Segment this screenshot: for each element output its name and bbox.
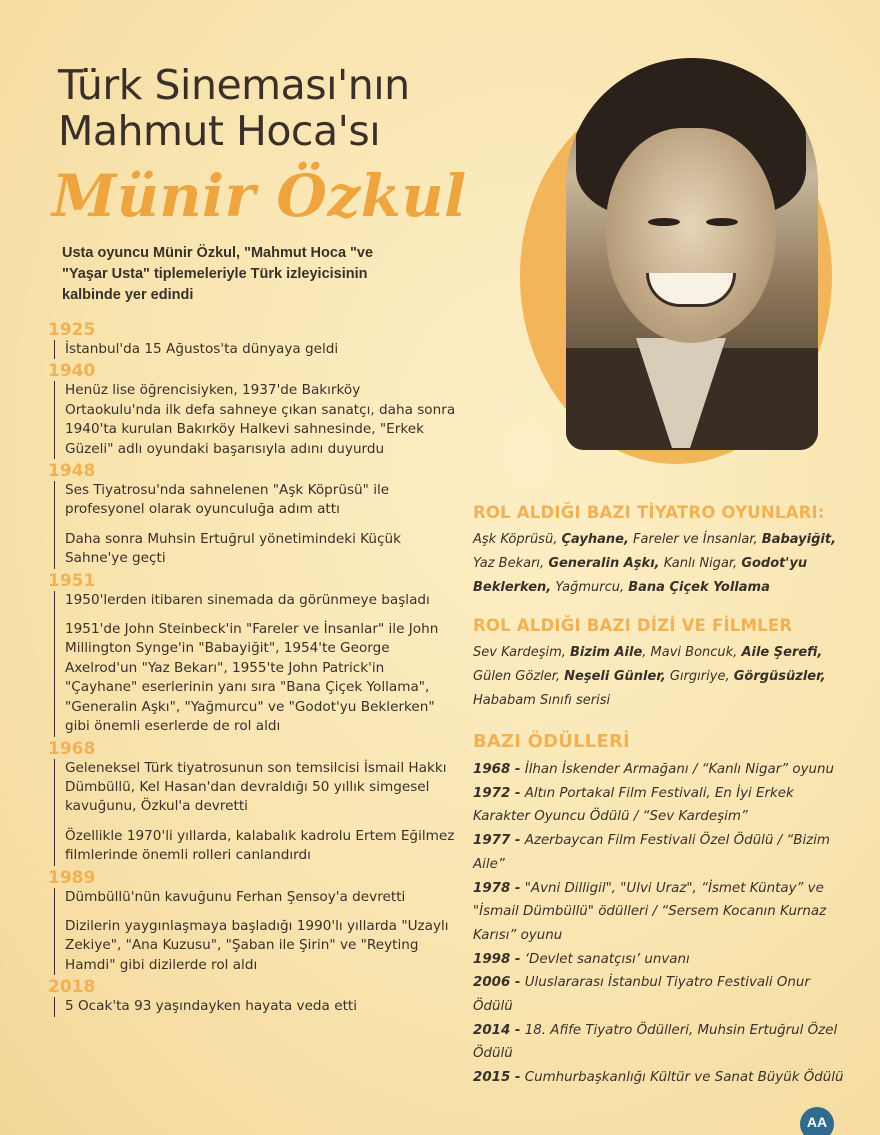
award-year: 1968 - <box>473 762 521 777</box>
title-line-1: Türk Sineması'nın <box>58 61 410 109</box>
timeline-event <box>48 868 458 976</box>
timeline-event <box>48 461 458 569</box>
right-column <box>473 503 853 1090</box>
timeline-paragraph: Özellikle 1970'li yıllarda, kalabalık kadrolu Ertem Eğilmez filmlerinde önemli rolleri canlandırdı <box>65 827 455 864</box>
timeline-paragraph: Dizilerin yaygınlaşmaya başladığı 1990'lı yıllarda "Uzaylı Zekiye", "Ana Kuzusu", "Şaban ile Şirin" ve "Reyting Hamdi" gibi dizilerde rol aldı <box>65 917 449 973</box>
timeline-year: 1948 <box>48 461 96 482</box>
award-text: "Avni Dilligil", "Ulvi Uraz", “İsmet Küntay” ve "İsmail Dümbüllü" ödülleri / “Sersem Kocanın Kurnaz Karısı” oyunu <box>473 880 827 943</box>
timeline-event <box>48 571 458 737</box>
page-title <box>58 62 410 154</box>
timeline-event-body <box>54 381 458 459</box>
award-text: Azerbaycan Film Festivali Özel Ödülü / “Bizim Aile” <box>473 833 830 872</box>
award-item <box>473 948 853 972</box>
timeline-paragraph: 1950'lerden itibaren sinemada da görünmeye başladı <box>65 591 430 608</box>
award-text: ‘Devlet sanatçısı’ unvanı <box>520 951 690 967</box>
films-item: Görgüsüzler, <box>733 669 826 684</box>
award-year: 1998 - <box>473 951 521 967</box>
portrait-photo <box>566 58 818 450</box>
award-text: İlhan İskender Armağanı / “Kanlı Nigar” oyunu <box>520 762 834 777</box>
timeline-event-body <box>54 340 458 359</box>
person-name: Münir Özkul <box>52 162 467 230</box>
films-item: Sev Kardeşim, <box>473 645 571 660</box>
timeline-event <box>48 739 458 866</box>
portrait-eye-left <box>648 218 680 226</box>
award-item <box>473 1066 853 1090</box>
timeline-paragraph: Henüz lise öğrencisiyken, 1937'de Bakırköy Ortaokulu'nda ilk defa sahneye çıkan sanatçı, daha sonra 1940'ta kurulan Bakırköy Halkevi sahnesinde, "Erkek Güzeli" adlı oyundaki başarısıyla adını duyurdu <box>65 382 456 457</box>
awards-title: BAZI ÖDÜLLERİ <box>473 731 630 752</box>
timeline-year: 1989 <box>48 867 96 888</box>
timeline <box>48 320 458 1019</box>
award-text: 18. Afife Tiyatro Ödülleri, Muhsin Ertuğrul Özel Ödülü <box>473 1022 838 1062</box>
intro-text: Usta oyuncu Münir Özkul, "Mahmut Hoca "ve "Yaşar Usta" tiplemeleriyle Türk izleyicisinin kalbinde yer edindi <box>62 245 374 303</box>
films-item: , Mavi Boncuk, <box>642 645 742 660</box>
award-year: 2006 - <box>473 975 521 991</box>
timeline-year: 1951 <box>48 570 96 591</box>
award-year: 2015 - <box>473 1070 521 1086</box>
theatre-item: Generalin Aşkı, <box>548 556 660 571</box>
timeline-event <box>48 361 458 459</box>
theatre-item: Yaz Bekarı, <box>473 556 549 571</box>
timeline-event-body <box>54 997 458 1016</box>
award-text: Cumhurbaşkanlığı Kültür ve Sanat Büyük Ödülü <box>520 1070 844 1086</box>
films-item: Gırgıriye, <box>665 669 734 684</box>
timeline-paragraph: 1951'de John Steinbeck'in "Fareler ve İnsanlar" ile John Millington Synge'in "Babayiğit", 1954'te George Axelrod'un "Yaz Bekarı", 1955'te John Patrick'in "Çayhane" eserlerinin yanı sıra "Bana Çiçek Yollama", "Generalin Aşkı", "Yağmurcu" ve "Godot'yu Beklerken" gibi önemli eserlerde de rol aldı <box>65 621 439 735</box>
films-item: Gülen Gözler, <box>473 669 565 684</box>
award-item <box>473 782 853 829</box>
timeline-event <box>48 320 458 359</box>
award-year: 1977 - <box>473 833 521 849</box>
timeline-event-body <box>54 481 458 569</box>
films-item: Aile Şerefi, <box>741 645 823 660</box>
portrait-eye-right <box>706 218 738 226</box>
agency-logo: AA <box>800 1107 834 1135</box>
award-item <box>473 829 853 876</box>
award-item <box>473 971 853 1018</box>
timeline-event <box>48 977 458 1016</box>
timeline-paragraph: Ses Tiyatrosu'nda sahnelenen "Aşk Köprüsü" ile profesyonel olarak oyunculuğa adım attı <box>65 482 390 518</box>
theatre-item: Yağmurcu, <box>551 580 629 595</box>
films-title: ROL ALDIĞI BAZI DİZİ VE FİLMLER <box>473 616 793 635</box>
theatre-item: Bana Çiçek Yollama <box>628 580 770 595</box>
award-year: 2014 - <box>473 1022 521 1038</box>
award-item <box>473 1019 853 1066</box>
theatre-item: Fareler ve İnsanlar, <box>628 532 762 547</box>
timeline-event-body <box>54 759 458 866</box>
films-list <box>473 641 853 713</box>
timeline-paragraph: Geleneksel Türk tiyatrosunun son temsilcisi İsmail Hakkı Dümbüllü, Kel Hasan'dan devraldığı 50 yıllık simgesel kavuğunu, Özkul'a devretti <box>65 759 447 815</box>
theatre-item: Babayiğit, <box>761 532 837 547</box>
award-year: 1972 - <box>473 785 521 801</box>
timeline-year: 1925 <box>48 320 96 340</box>
award-text: Altın Portakal Film Festivali, En İyi Erkek Karakter Oyuncu Ödülü / “Sev Kardeşim” <box>473 785 794 825</box>
title-line-2: Mahmut Hoca'sı <box>58 107 381 155</box>
timeline-year: 1940 <box>48 361 96 382</box>
award-year: 1978 - <box>473 880 521 896</box>
timeline-event-body <box>54 591 458 737</box>
theatre-title: ROL ALDIĞI BAZI TİYATRO OYUNLARI: <box>473 503 825 522</box>
timeline-event-body <box>54 888 458 976</box>
award-text: Uluslararası İstanbul Tiyatro Festivali Onur Ödülü <box>473 975 810 1015</box>
timeline-paragraph: Daha sonra Muhsin Ertuğrul yönetimindeki Küçük Sahne'ye geçti <box>65 530 401 567</box>
timeline-paragraph: 5 Ocak'ta 93 yaşındayken hayata veda etti <box>65 998 358 1015</box>
timeline-year: 1968 <box>48 738 96 759</box>
theatre-item: Kanlı Nigar, <box>659 556 742 571</box>
films-item: Hababam Sınıfı serisi <box>473 693 611 708</box>
films-item: Neşeli Günler, <box>564 669 666 684</box>
awards-list <box>473 758 853 1090</box>
theatre-list <box>473 528 853 600</box>
theatre-item: Aşk Köprüsü, <box>473 532 562 547</box>
award-item <box>473 877 853 948</box>
films-item: Bizim Aile <box>570 645 643 660</box>
timeline-paragraph: İstanbul'da 15 Ağustos'ta dünyaya geldi <box>65 341 339 357</box>
theatre-item: Çayhane, <box>561 532 629 547</box>
theatre-item: Godot'yu Beklerken, <box>473 556 808 595</box>
timeline-paragraph: Dümbüllü'nün kavuğunu Ferhan Şensoy'a devretti <box>65 888 406 905</box>
award-item <box>473 758 853 782</box>
timeline-year: 2018 <box>48 977 96 998</box>
portrait-face <box>606 128 776 343</box>
